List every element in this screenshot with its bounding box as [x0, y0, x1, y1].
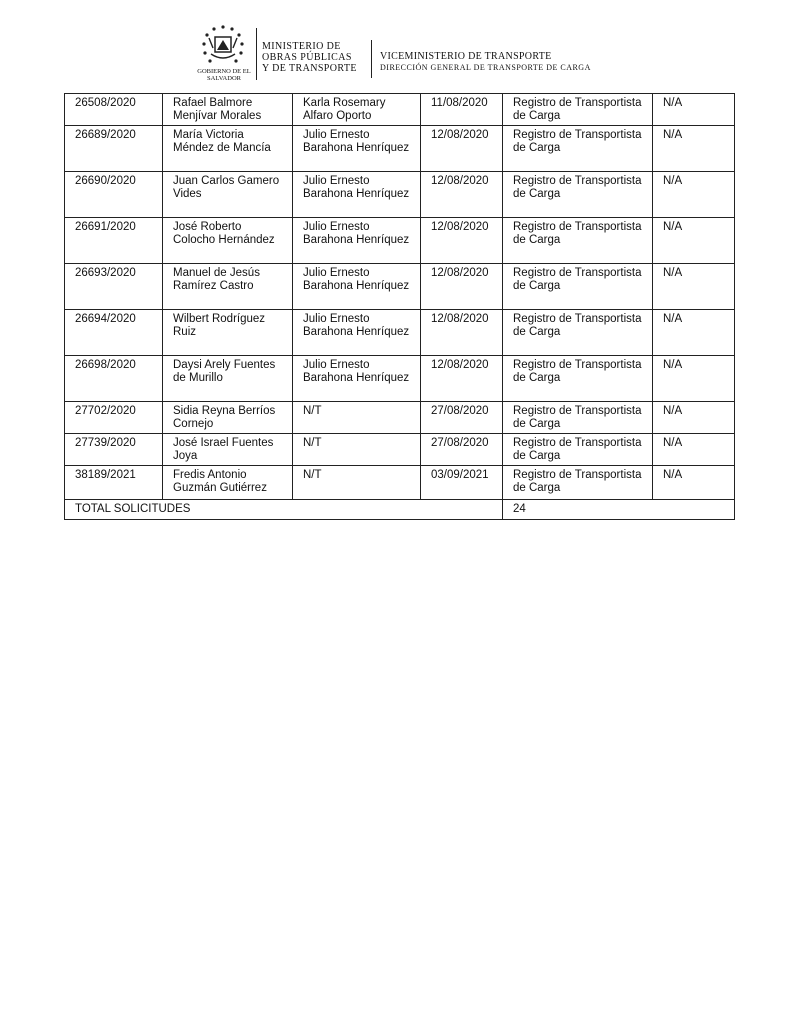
responsible-name: N/T	[293, 466, 421, 500]
responsible-name: Julio Ernesto Barahona Henríquez	[293, 310, 421, 356]
request-date: 12/08/2020	[421, 126, 503, 172]
request-id: 27702/2020	[65, 402, 163, 434]
responsible-name: N/T	[293, 434, 421, 466]
vice-ministry	[380, 51, 591, 73]
request-type: Registro de Transportista de Carga	[503, 126, 653, 172]
table-row	[65, 310, 735, 356]
table-row	[65, 356, 735, 402]
table-row	[65, 218, 735, 264]
responsible-name: Julio Ernesto Barahona Henríquez	[293, 356, 421, 402]
ministry-name	[262, 41, 357, 74]
total-value: 24	[503, 500, 735, 520]
request-type: Registro de Transportista de Carga	[503, 434, 653, 466]
records-table	[64, 93, 735, 520]
request-id: 26508/2020	[65, 94, 163, 126]
responsible-name: N/T	[293, 402, 421, 434]
request-id: 27739/2020	[65, 434, 163, 466]
request-id: 26690/2020	[65, 172, 163, 218]
request-date: 12/08/2020	[421, 310, 503, 356]
request-id: 26693/2020	[65, 264, 163, 310]
header-divider	[256, 28, 257, 80]
applicant-name: Juan Carlos Gamero Vides	[163, 172, 293, 218]
request-type: Registro de Transportista de Carga	[503, 172, 653, 218]
request-result: N/A	[653, 264, 735, 310]
request-type: Registro de Transportista de Carga	[503, 218, 653, 264]
table-row	[65, 434, 735, 466]
request-id: 38189/2021	[65, 466, 163, 500]
request-id: 26691/2020	[65, 218, 163, 264]
request-result: N/A	[653, 402, 735, 434]
request-result: N/A	[653, 356, 735, 402]
request-date: 27/08/2020	[421, 402, 503, 434]
applicant-name: José Israel Fuentes Joya	[163, 434, 293, 466]
request-type: Registro de Transportista de Carga	[503, 264, 653, 310]
government-label: GOBIERNO DE EL SALVADOR	[197, 68, 251, 82]
responsible-name: Karla Rosemary Alfaro Oporto	[293, 94, 421, 126]
request-id: 26698/2020	[65, 356, 163, 402]
table-row	[65, 172, 735, 218]
request-result: N/A	[653, 466, 735, 500]
applicant-name: Fredis Antonio Guzmán Gutiérrez	[163, 466, 293, 500]
responsible-name: Julio Ernesto Barahona Henríquez	[293, 264, 421, 310]
request-result: N/A	[653, 434, 735, 466]
request-date: 27/08/2020	[421, 434, 503, 466]
total-label: TOTAL SOLICITUDES	[65, 500, 503, 520]
request-date: 03/09/2021	[421, 466, 503, 500]
table-row	[65, 402, 735, 434]
request-type: Registro de Transportista de Carga	[503, 466, 653, 500]
table-row	[65, 126, 735, 172]
ministry-line: Y DE TRANSPORTE	[262, 63, 357, 74]
request-result: N/A	[653, 126, 735, 172]
responsible-name: Julio Ernesto Barahona Henríquez	[293, 218, 421, 264]
applicant-name: Rafael Balmore Menjívar Morales	[163, 94, 293, 126]
table-row	[65, 466, 735, 500]
directorate-title: DIRECCIÓN GENERAL DE TRANSPORTE DE CARGA	[380, 63, 591, 72]
applicant-name: Sidia Reyna Berríos Cornejo	[163, 402, 293, 434]
vice-ministry-title: VICEMINISTERIO DE TRANSPORTE	[380, 51, 552, 62]
request-type: Registro de Transportista de Carga	[503, 94, 653, 126]
applicant-name: Wilbert Rodríguez Ruiz	[163, 310, 293, 356]
total-row	[65, 500, 735, 520]
request-date: 12/08/2020	[421, 172, 503, 218]
request-result: N/A	[653, 310, 735, 356]
applicant-name: María Victoria Méndez de Mancía	[163, 126, 293, 172]
request-date: 12/08/2020	[421, 356, 503, 402]
page-header	[0, 0, 791, 90]
applicant-name: Daysi Arely Fuentes de Murillo	[163, 356, 293, 402]
applicant-name: Manuel de Jesús Ramírez Castro	[163, 264, 293, 310]
applicant-name: José Roberto Colocho Hernández	[163, 218, 293, 264]
request-result: N/A	[653, 218, 735, 264]
request-id: 26689/2020	[65, 126, 163, 172]
header-divider	[371, 40, 372, 78]
ministry-line: OBRAS PÚBLICAS	[262, 52, 352, 63]
responsible-name: Julio Ernesto Barahona Henríquez	[293, 126, 421, 172]
request-date: 12/08/2020	[421, 264, 503, 310]
ministry-line: MINISTERIO DE	[262, 41, 341, 52]
request-result: N/A	[653, 94, 735, 126]
table-row	[65, 94, 735, 126]
request-type: Registro de Transportista de Carga	[503, 356, 653, 402]
request-date: 11/08/2020	[421, 94, 503, 126]
request-id: 26694/2020	[65, 310, 163, 356]
request-type: Registro de Transportista de Carga	[503, 310, 653, 356]
request-result: N/A	[653, 172, 735, 218]
table-row	[65, 264, 735, 310]
request-date: 12/08/2020	[421, 218, 503, 264]
request-type: Registro de Transportista de Carga	[503, 402, 653, 434]
responsible-name: Julio Ernesto Barahona Henríquez	[293, 172, 421, 218]
